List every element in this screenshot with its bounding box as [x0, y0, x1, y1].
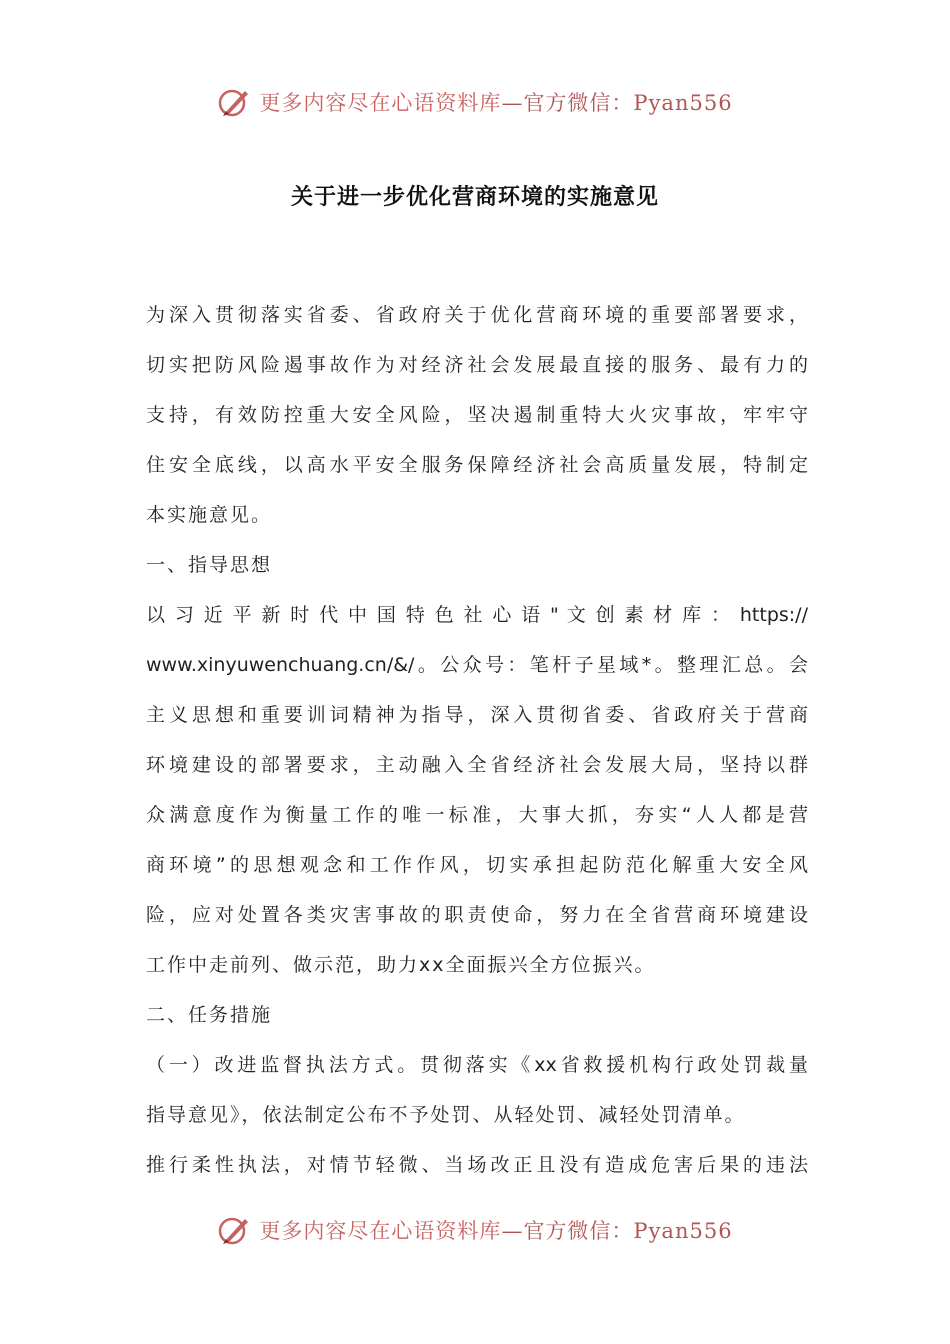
- body-line: 以 习 近 平 新 时 代 中 国 特 色 社 心 语 " 文 创 素 材 库 ： https://: [146, 604, 808, 626]
- banner-text: 更多内容尽在心语资料库—官方微信：Pyan556: [259, 1219, 733, 1243]
- document-body: [146, 290, 808, 1190]
- body-line: 为深入贯彻落实省委、省政府关于优化营商环境的重要部署要求，: [146, 304, 808, 326]
- document-title: 关于进一步优化营商环境的实施意见: [290, 185, 659, 210]
- quill-logo-icon: [217, 85, 251, 119]
- body-line: （一）改进监督执法方式。贯彻落实《xx省救援机构行政处罚裁量: [146, 1054, 808, 1076]
- section-heading: 一、指导思想: [146, 554, 273, 576]
- quill-logo-icon: [217, 1213, 251, 1247]
- body-line: 住安全底线，以高水平安全服务保障经济社会高质量发展，特制定: [146, 454, 808, 476]
- body-line: 环境建设的部署要求，主动融入全省经济社会发展大局，坚持以群: [146, 754, 808, 776]
- body-line: 推行柔性执法，对情节轻微、当场改正且没有造成危害后果的违法: [146, 1154, 808, 1176]
- body-line: www.xinyuwenchuang.cn/&/。公众号：笔杆子星域*。整理汇总。会: [146, 654, 808, 676]
- body-line: 商环境”的思想观念和工作作风，切实承担起防范化解重大安全风: [146, 854, 808, 876]
- body-line: 险，应对处置各类灾害事故的职责使命，努力在全省营商环境建设: [146, 904, 808, 926]
- section-heading: 二、任务措施: [146, 1004, 273, 1026]
- body-line: 本实施意见。: [146, 504, 273, 526]
- banner-text: 更多内容尽在心语资料库—官方微信：Pyan556: [259, 91, 733, 115]
- body-line: 工作中走前列、做示范，助力xx全面振兴全方位振兴。: [146, 954, 656, 976]
- header-watermark-banner: [0, 82, 950, 122]
- body-line: 众满意度作为衡量工作的唯一标准，大事大抓，夯实“人人都是营: [146, 804, 808, 826]
- body-line: 主义思想和重要训词精神为指导，深入贯彻省委、省政府关于营商: [146, 704, 808, 726]
- footer-watermark-banner: [0, 1210, 950, 1250]
- body-line: 切实把防风险遏事故作为对经济社会发展最直接的服务、最有力的: [146, 354, 808, 376]
- body-line: 指导意见》，依法制定公布不予处罚、从轻处罚、减轻处罚清单。: [146, 1104, 746, 1126]
- body-line: 支持，有效防控重大安全风险，坚决遏制重特大火灾事故，牢牢守: [146, 404, 808, 426]
